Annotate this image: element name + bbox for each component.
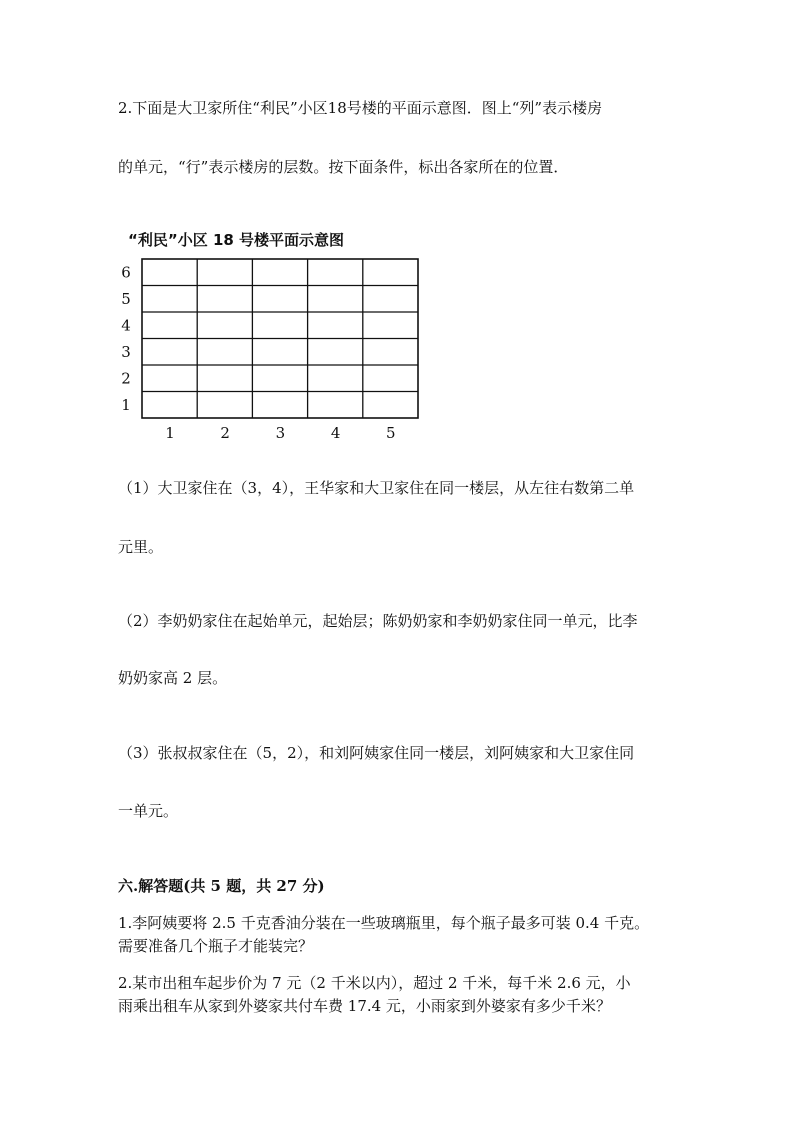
question-2-text-line-2: 的单元，“行”表示楼房的层数。按下面条件，标出各家所在的位置．: [118, 158, 569, 176]
answer-2-line-1: 2.某市出租车起步价为 7 元（2 千米以内），超过 2 千米，每千米 2.6 元，小: [118, 974, 631, 992]
column-tick-label: 5: [386, 424, 396, 442]
answer-1-line-2: 需要准备几个瓶子才能装完？: [118, 937, 314, 955]
row-tick-label: 4: [121, 316, 131, 335]
column-tick-label: 4: [330, 424, 341, 442]
condition-2-line-2: 奶奶家高 2 层。: [118, 669, 228, 687]
chart-title: “利民”小区 18 号楼平面示意图: [128, 231, 345, 249]
column-tick-label: 1: [165, 424, 175, 442]
condition-2-line-1: （2）李奶奶家住在起始单元，起始层；陈奶奶家和李奶奶家住同一单元，比李: [118, 612, 638, 630]
column-tick-label: 3: [275, 424, 286, 442]
column-tick-label: 2: [220, 424, 230, 442]
row-tick-label: 6: [121, 263, 131, 282]
row-tick-label: 1: [121, 395, 131, 414]
building-grid-chart: [110, 250, 430, 445]
answer-2-line-2: 雨乘出租车从家到外婆家共付车费 17.4 元，小雨家到外婆家有多少千米？: [118, 997, 611, 1015]
condition-1-line-1: （1）大卫家住在（3，4），王华家和大卫家住在同一楼层，从左往右数第二单: [118, 479, 635, 497]
condition-3-line-1: （3）张叔叔家住在（5，2），和刘阿姨家住同一楼层，刘阿姨家和大卫家住同: [118, 744, 635, 762]
section-title: 六.解答题(共 5 题，共 27 分): [118, 877, 325, 895]
answer-question-2: [118, 972, 698, 1018]
row-tick-label: 2: [121, 369, 131, 388]
question-2-text-line-1: 2.下面是大卫家所住“利民”小区18号楼的平面示意图．图上“列”表示楼房: [118, 99, 603, 117]
condition-3-line-2: 一单元。: [118, 802, 179, 820]
condition-1-line-2: 元里。: [118, 538, 164, 556]
row-tick-label: 5: [121, 289, 131, 308]
answer-1-line-1: 1.李阿姨要将 2.5 千克香油分装在一些玻璃瓶里，每个瓶子最多可装 0.4 千克。: [118, 914, 650, 932]
answer-question-1: [118, 912, 698, 958]
row-tick-label: 3: [121, 342, 131, 361]
